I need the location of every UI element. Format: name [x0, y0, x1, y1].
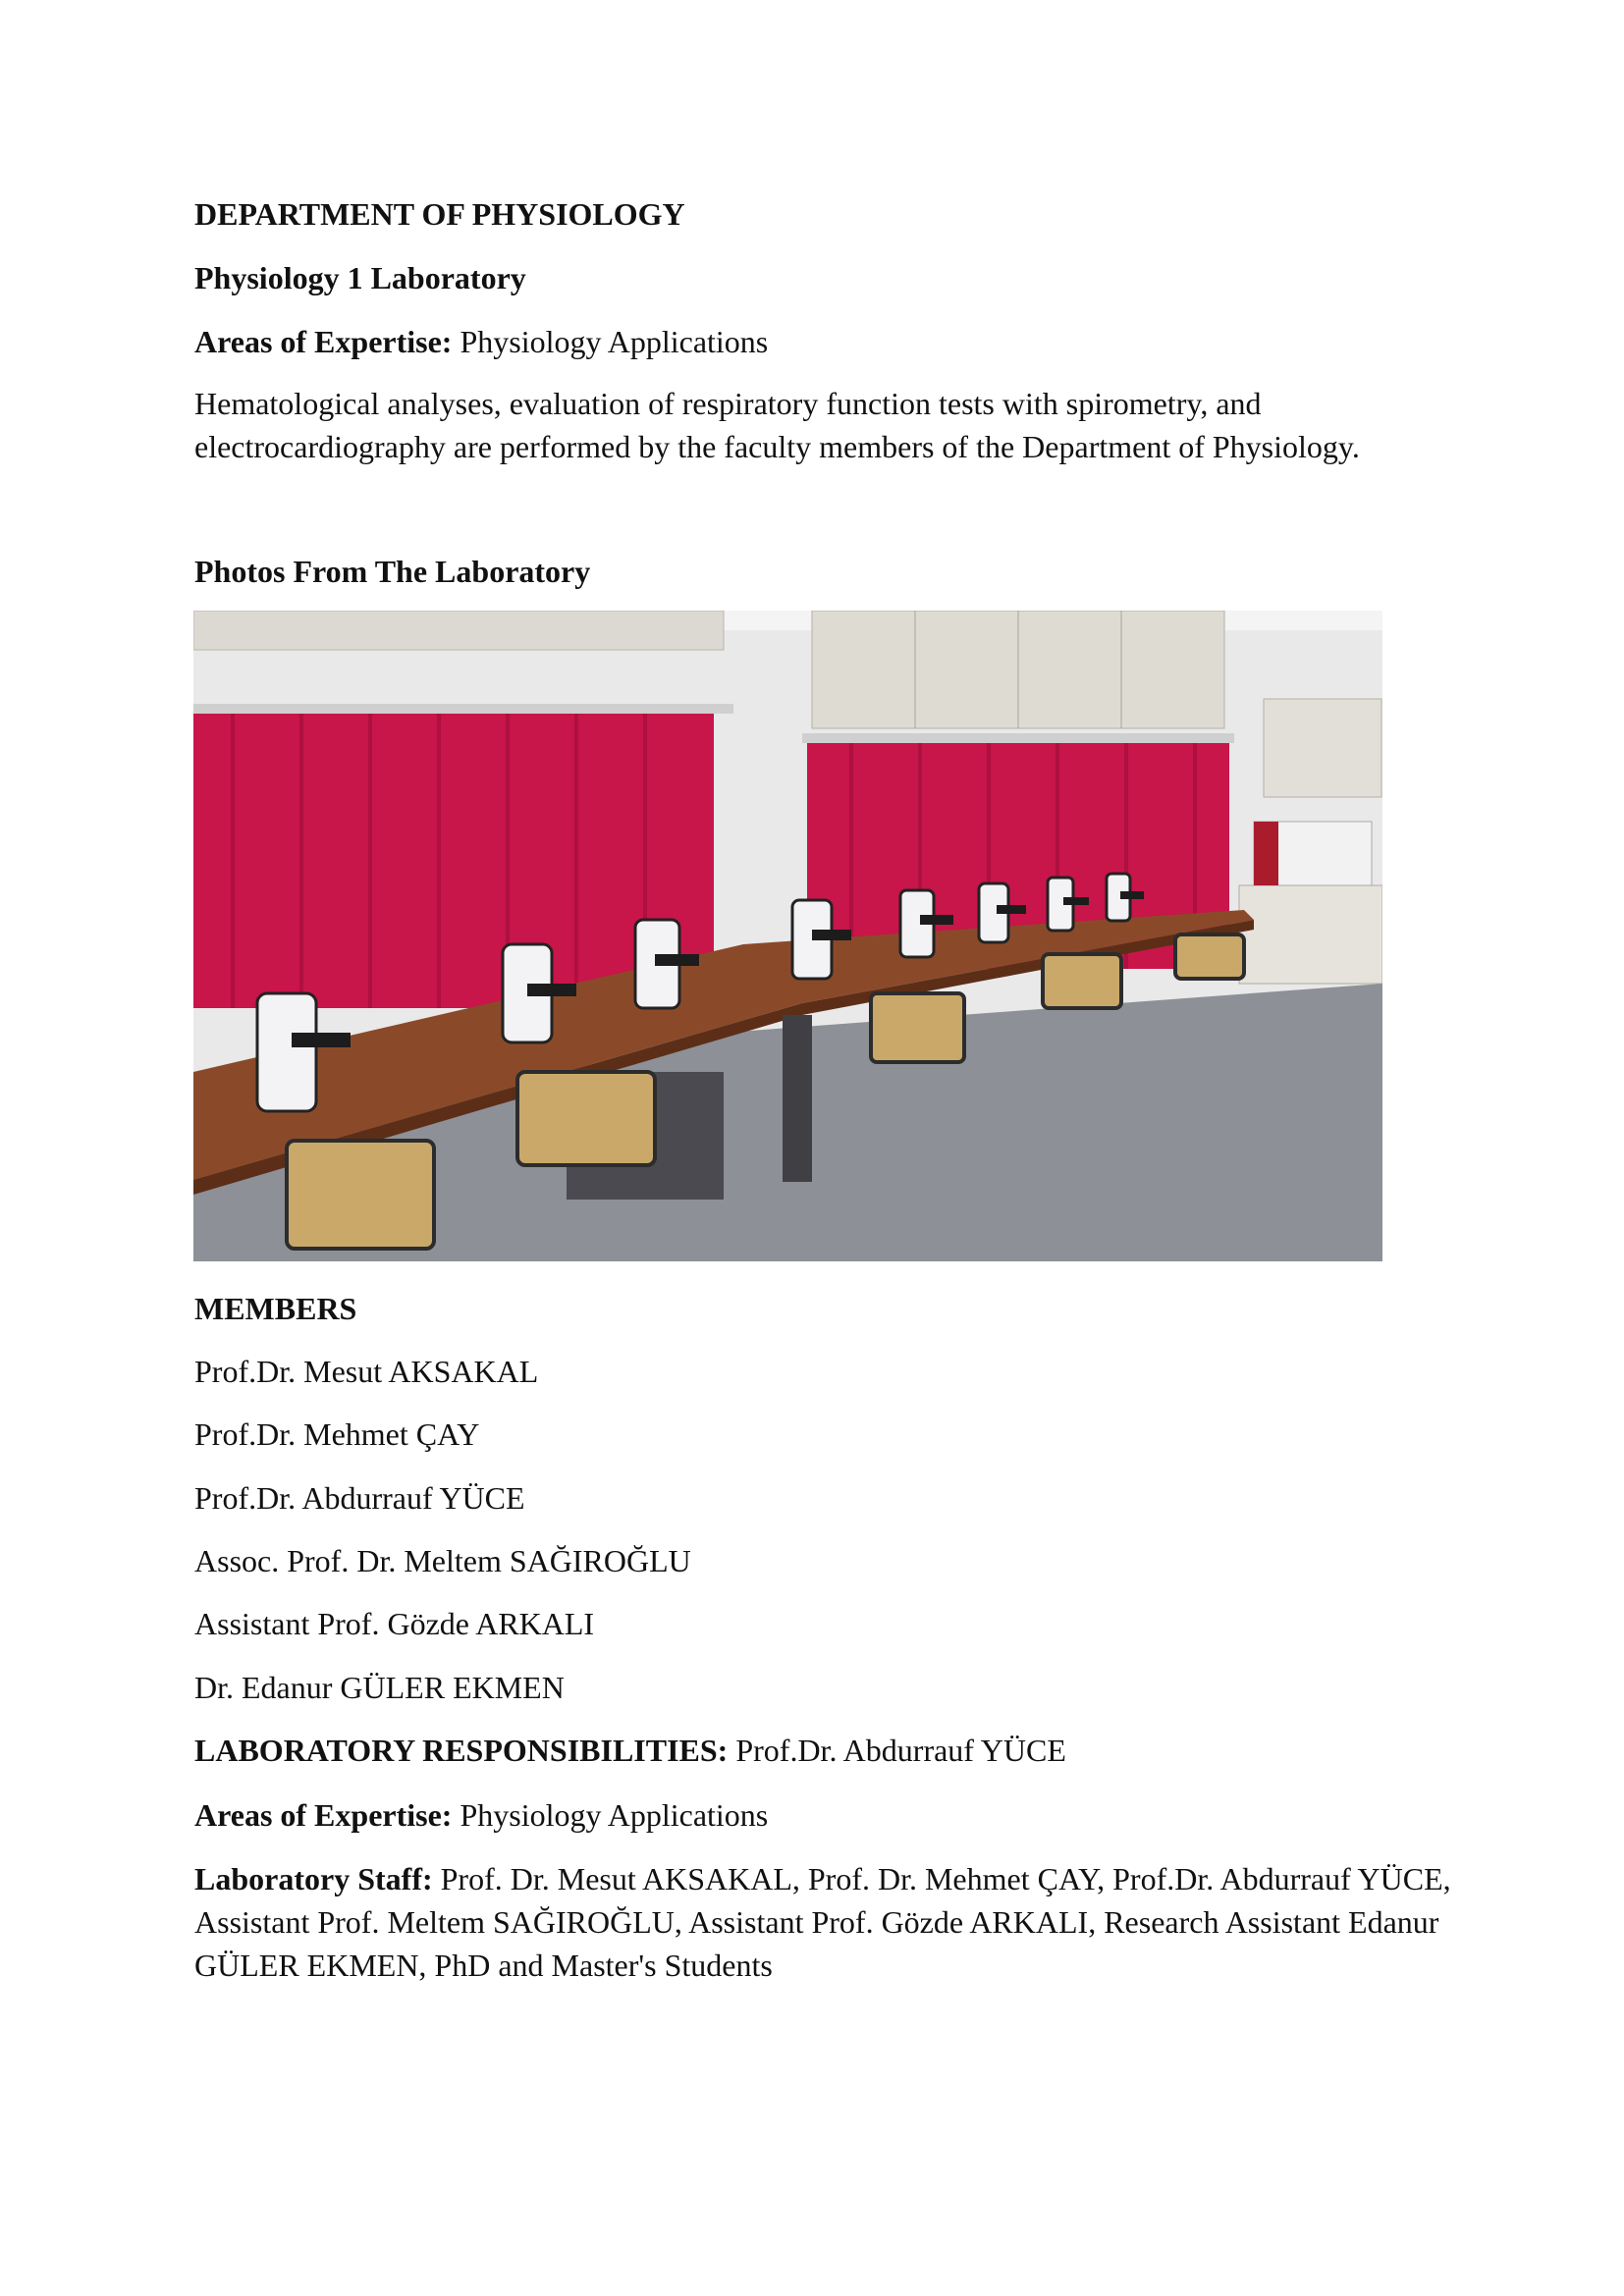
staff-label: Laboratory Staff: — [194, 1861, 433, 1896]
department-title: DEPARTMENT OF PHYSIOLOGY — [194, 196, 685, 232]
staff-value: Prof. Dr. Mesut AKSAKAL, Prof. Dr. Mehmet ÇAY, Prof.Dr. Abdurrauf YÜCE, Assistant Prof. Meltem SAĞIROĞLU, Assistant Prof. Gözde ARKALI, Research Assistant Edanur GÜLER EKMEN, PhD and Master's Students — [194, 1861, 1451, 1983]
laboratory-photo — [193, 611, 1382, 1261]
expertise-line-bottom — [194, 1793, 768, 1837]
lab-name: Physiology 1 Laboratory — [194, 260, 526, 295]
photos-heading: Photos From The Laboratory — [194, 554, 591, 589]
expertise-line-top — [194, 320, 768, 363]
staff-paragraph — [194, 1857, 1461, 1987]
description-paragraph: Hematological analyses, evaluation of respiratory function tests with spirometry, and electrocardiography are performed by the faculty members of the Department of Physiology. — [194, 386, 1360, 464]
members-heading: MEMBERS — [194, 1291, 357, 1326]
expertise-label: Areas of Expertise: — [194, 1797, 453, 1833]
member-item: Dr. Edanur GÜLER EKMEN — [194, 1670, 565, 1705]
member-item: Assoc. Prof. Dr. Meltem SAĞIROĞLU — [194, 1543, 691, 1578]
expertise-value: Physiology Applications — [452, 1797, 769, 1833]
responsibilities-value: Prof.Dr. Abdurrauf YÜCE — [728, 1733, 1066, 1768]
responsibilities-label: LABORATORY RESPONSIBILITIES: — [194, 1733, 729, 1768]
member-item: Prof.Dr. Mehmet ÇAY — [194, 1416, 480, 1452]
member-item: Prof.Dr. Abdurrauf YÜCE — [194, 1480, 525, 1516]
member-item: Assistant Prof. Gözde ARKALI — [194, 1606, 595, 1641]
member-item: Prof.Dr. Mesut AKSAKAL — [194, 1354, 539, 1389]
responsibilities-line — [194, 1729, 1066, 1772]
expertise-value: Physiology Applications — [452, 324, 769, 359]
expertise-label: Areas of Expertise: — [194, 324, 453, 359]
